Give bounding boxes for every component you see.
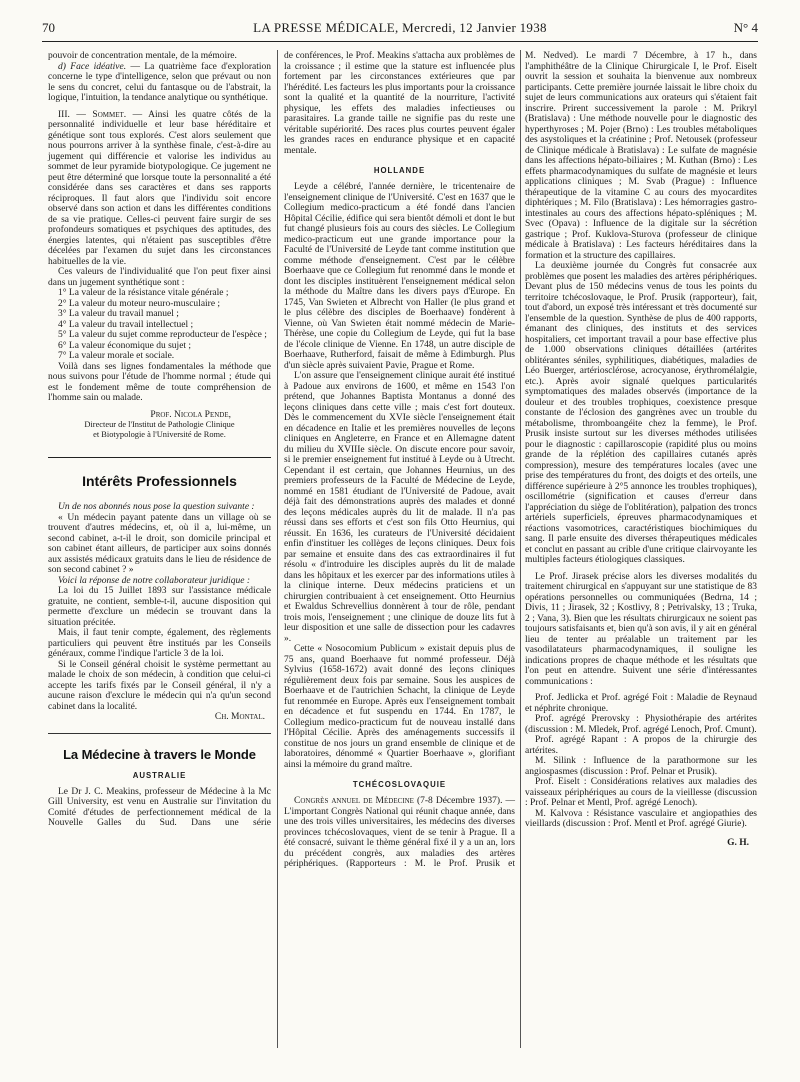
tchecoslovaquie-text-part-1 — [284, 796, 515, 870]
list-item: 7° La valeur morale et sociale. — [58, 351, 175, 361]
column-2 — [284, 51, 515, 870]
australie-text-part-1: Le Dr J. C. Meakins, professeur de Médecine à la Mc Gill University, est venu en Australie sur l'invitation du Comité d'études de perfectionnement médical de la Nouvelle Galles du Sud. Dans une série — [48, 786, 271, 828]
interets-paragraph: Si le Conseil général choisit le système permettant au malade le choix de son médecin, à condition que celui-ci accepte les tarifs fixés par le Conseil général, il n'y a aucune raison d'exclure le médecin qui n'a qu'un second cabinet dans la localité. — [48, 659, 271, 712]
section-rule — [48, 457, 271, 458]
communication-item: Prof. Eiselt : Considérations relatives aux maladies des vaisseaux périphériques au cours de la vieillesse (discussion : Prof. Pelnar et Mentl, Prof. agrégé Lenoch). — [525, 777, 757, 808]
list-item: 5° La valeur du sujet comme reproducteur de l'espèce ; — [58, 330, 267, 340]
hollande-paragraph: Cette « Nosocomium Publicum » existait depuis plus de 75 ans, quand Boerhaave fut nommé professeur. Déjà Sylvius (1658-1672) avait donné des leçons cliniques régulièrement deux fois par semaine. Sous les auspices de Boerhaave et de l'autrichien Schacht, la clinique de Leyde fut renommée en Europe. Après eux l'enseignement tombait en décadence et fut suspendu en 1744. En 1787, le Collegium medico-practicum fut de nouveau installé dans l'Hôpital Cécilie. Après des aménagements successifs il constitue de nos jours un grand ensemble de clinique et de laboratoires, dénommé « Quartier Boerhaave », glorifiant ainsi la mémoire du grand maître. — [284, 644, 515, 770]
face-label: d) Face idéative. — [58, 61, 127, 72]
communication-item: M. Kalvova : Résistance vasculaire et angiopathies des vieillards (discussion : Prof. Mentl et Prof. agrégé Giurie). — [525, 808, 757, 829]
interets-heading: Intérêts Professionnels — [82, 473, 237, 489]
communication-item: Prof. agrégé Rapant : A propos de la chirurgie des artérites. — [525, 735, 757, 756]
pende-affiliation-2: et Biotypologie à l'Université de Rome. — [93, 429, 226, 439]
column-1 — [48, 51, 271, 829]
list-item: 6° La valeur économique du sujet ; — [58, 340, 192, 351]
pende-author: Prof. Nicola Pende, — [150, 409, 231, 420]
australie-text-part-2: de conférences, le Prof. Meakins s'attacha aux problèmes de la croissance ; il estime que la stature est influencée plus fortement par les circonstances extérieures que par l'hérédité. Les facteurs les plus importants pour la croissance sont la qualité et la quantité de la nourriture, l'activité physique, les effets des maladies infectieuses ou parasitaires. La grande taille ne signifie pas du reste une véritable supériorité. Des races plus courtes peuvent égaler les grandes races en endurance physique et en capacité mentale. — [284, 51, 515, 156]
column-divider-2 — [520, 50, 521, 1048]
pende-continuation: pouvoir de concentration mentale, de la mémoire. — [48, 51, 237, 61]
tchecoslovaquie-paragraph: La deuxième journée du Congrès fut consacrée aux problèmes que posent les maladies des artères périphériques. Devant plus de 150 médecins venus de tous les points du territoire tchécoslovaque, le Prof. Prusik (rapporteur), fait, tout d'abord, un exposé très intéressant et très documenté sur l'ensemble de la question. Synthèse de plus de 400 rapports, émanant des cliniques, des instituts et des services hospitaliers, cet important travail a pour base effective plus de 1.000 observations cliniques détaillées (artérites oblitérantes séniles, syphilitiques, diabétiques, maladies de Léo Buerger, artériosclérose, acrocyanose, érythromélalgie, etc.). Après avoir signalé quelques particularités symptomatiques des malades observés (importance de la douleur et des troubles trophiques, coexistence presque constante de l'éclosion des gangrènes avec un trouble du métabolisme, thromboangéite chez la femme), le Prof. Prusik insiste surtout sur les diverses méthodes utilisées pour le diagnostic : capillaroscopie (rapidité plus ou moins grande de la réplétion des capillaires cutanés après compression), mesure des températures locales (avec une prise des températures du front, des doigts et des orteils, une différence supérieure à 2°5 annonce les troubles trophiques), oscillométrie (signification et causes d'erreur dans l'appréciation du siège de l'oblitération), palpation des troncs artériels superficiels, épreuves pharmacodynamiques et réactions vasomotrices, caractéristiques biochimiques du sang. Il parle ensuite des diverses thérapeutiques médicales et conclut en passant au crible d'une critique clairvoyante les multiples facteurs étiologiques classiques. — [525, 261, 757, 565]
interets-paragraph: La loi du 15 Juillet 1893 sur l'assistance médicale gratuite, ne contient, semble-t-il, aucune disposition qui permette d'exclure un médecin se trouvant dans la situation précitée. — [48, 586, 271, 628]
sommet-label: Sommet — [92, 109, 124, 120]
interets-signature: Ch. Montal. — [214, 712, 265, 722]
pende-affiliation-1: Directeur de l'Institut de Pathologie Clinique — [84, 420, 235, 429]
tchecoslovaquie-heading: TCHÉCOSLOVAQUIE — [352, 780, 447, 789]
pende-values-list — [48, 288, 271, 362]
column-3 — [525, 51, 757, 848]
interets-reply-intro: Voici la réponse de notre collaborateur juridique : — [58, 575, 250, 586]
monde-heading: La Médecine à travers le Monde — [63, 746, 256, 762]
sommet-text: . — Ainsi les quatre côtés de la personnalité individuelle et leur base héréditaire et génétique sont tous explorés. C'est alors seulement que nous pourrons arriver à la synthèse finale, c'est-à-dire au jugement qui différencie et valorise les individus au sommet de leur pyramide biotypologique. Ce jugement ne peut être déterminé que lorsque toute la personnalité a été considérée dans ses caractères et dans ses rapports réciproques. Il faut alors que l'individu soit encore observé dans son action et dans les différentes conditions de sa vie pratique. Celles-ci peuvent faire surgir de ses profondeurs somatiques et psychiques des aptitudes, des énergies latentes, qui n'étaient pas susceptibles d'être décelées par l'examen du sujet dans les circonstances habituelles de la vie. — [48, 109, 271, 267]
list-item: 1° La valeur de la résistance vitale générale ; — [58, 288, 229, 298]
interets-paragraph: Mais, il faut tenir compte, également, des règlements particuliers qui peuvent être institués par les Conseils généraux, comme l'indique l'article 3 de la loi. — [48, 628, 271, 659]
page-number: 70 — [42, 20, 55, 35]
sommet-num: III. — — [58, 109, 93, 120]
congres-label: Congrès annuel de Médecine — [294, 796, 414, 806]
list-item: 3° La valeur du travail manuel ; — [58, 309, 179, 319]
tchecoslovaquie-paragraph: Le Prof. Jirasek précise alors les diverses modalités du traitement chirurgical en s'appuyant sur une statistique de 83 opérations personnelles ou communiquées (Bedrna, 14 ; Divis, 11 ; Jirasek, 32 ; Kostlivy, 8 ; Petrivalsky, 13 ; Truka, 2 ; Vana, 3). Bien que les résultats chirurgicaux ne soient pas toujours satisfaisants et, bien qu'à son avis, il y ait en général lieu de tenter au préalable un traitement par les vasodilatateurs pharmacodynamiques, il souligne les indications propres de chaque méthode et les résultats que l'on peut en attendre. Suivent une série d'intéressantes communications : — [525, 571, 757, 687]
australie-heading: AUSTRALIE — [132, 770, 187, 780]
hollande-heading: HOLLANDE — [373, 166, 426, 175]
list-item: 4° La valeur du travail intellectuel ; — [58, 319, 194, 330]
interets-question: « Un médecin payant patente dans un village où se trouvent d'autres médecins, et, où il a, lui-même, un second cabinet, a-t-il le droit, son domicile principal et son cabinet étant ailleurs, de participer aux soins donnés aux assistés médicaux gratuits dans le lieu de résidence de son second cabinet ? » — [48, 512, 271, 575]
communication-item: M. Silink : Influence de la parathormone sur les angiospasmes (discussion : Prof. Pelnar et Prusik). — [525, 756, 757, 777]
issue-number: N° 4 — [733, 20, 758, 35]
tchecoslovaquie-signature: G. H. — [727, 837, 749, 848]
section-rule — [48, 733, 271, 734]
pende-conclusion: Voilà dans ses lignes fondamentales la méthode que nous suivons pour l'étude de l'homme normal ; étude qui est le fondement même de toute compréhension de l'homme sain ou malade. — [48, 361, 271, 403]
header-rule — [42, 41, 758, 42]
interets-question-intro: Un de nos abonnés nous pose la question suivante : — [58, 502, 255, 512]
communication-item: Prof. Jedlicka et Prof. agrégé Foit : Maladie de Reynaud et néphrite chronique. — [525, 693, 757, 714]
congres-text: (7-8 Décembre 1937). — L'important Congrès National qui réunit chaque année, dans une des trois villes universitaires, les médecins des diverses provinces tchécoslovaques, vient de se tenir à Prague. Il a été consacré, suivant le thème général fixé il y a un an, lors du précédent congrès, aux maladies des artères périphériques. (Rapporteurs : M. le Prof. Prusik et — [284, 796, 515, 869]
tchecoslovaquie-text-part-2: M. Nedved). Le mardi 7 Décembre, à 17 h., dans l'amphithéâtre de la Clinique Chirurgicale I, le Prof. Eiselt ouvrit la session et souhaita la bienvenue aux nombreux participants. Cette première journée laissait le libre choix du sujet de leurs communications aux orateurs qui s'étaient fait inscrire. Prirent successivement la parole : M. Prikryl (Bratislava) : Une méthode nouvelle pour le diagnostic des hyperthyroses ; M. Pojer (Brno) : Les troubles métaboliques des asystoliques et la créatinine ; Prof. Netousek (professeur de Clinique médicale à Bratislava) : Le sulfate de magnésie dans les affections hépato-biliaires ; M. Kuthan (Brno) : Les effets pharmacodynamiques du sulfate de magnésie et leurs applications cliniques ; M. Svab (Prague) : Influence thérapeutique de la vitamine C au cours des myocardites diphtériques ; M. Filo (Bratislava) : Les hémorragies gastro-intestinales au cours des affections hépato-spléniques ; M. Svec (Opava) : Influence de la digitale sur la sécrétion gastrique ; Prof. Kuklova-Sturova (professeur de clinique médicale à Bratislava) : Les facteurs héréditaires dans la formation et la structure des capillaires. — [525, 51, 757, 261]
face-text: — La quatrième face d'exploration concerne le type d'intelligence, selon que prévaut ou non le sens du concret, celui du fantasque ou de l'abstrait, la logique, l'intuition, la tendance analytique ou synthétique. — [48, 61, 271, 103]
hollande-paragraph: Leyde a célébré, l'année dernière, le tricentenaire de l'enseignement clinique de l'Université. C'est en 1637 que le Collegium medico-practicum a été fondé dans l'ancien Hôpital Cécilie, édifice qui sera bientôt démoli et dont le but fut changé plusieurs fois au cours des siècles. Le Collegium medico-practicum eut une grande importance pour la Faculté de l'Université de Leyde tant comme institution que comme méthode d'enseignement. C'est par le célèbre Boerhaave que ce Collegium fut renommé dans le monde et dont les disciples instituèrent l'enseignement médical selon la méthode du Maître dans les divers pays d'Europe. En 1745, Van Swieten et Albrecht von Haller (le plus grand et le plus célèbre des disciples de Boerhaave) fondèrent à Vienne, où Van Swieten était nommé médecin de Marie-Thérèse, une copie du Collegium de Leyde, qui fut la base de l'école clinique de Vienne. En 1748, un autre disciple de Boerhaave, Rutherford, faisait de même à Edimburgh. Plus d'un siècle après suivaient Pavie, Prague et Rome. — [284, 182, 515, 371]
communication-item: Prof. agrégé Prerovsky : Physiothérapie des artérites (discussion : M. Mledek, Prof. agrégé Lenoch, Prof. Cmunt). — [525, 714, 757, 735]
pende-values-intro: Ces valeurs de l'individualité que l'on peut fixer ainsi dans un jugement synthétique sont : — [48, 267, 271, 288]
list-item: 2° La valeur du moteur neuro-musculaire ; — [58, 298, 221, 309]
pende-face-ideative — [48, 62, 271, 104]
masthead-title: LA PRESSE MÉDICALE, Mercredi, 12 Janvier 1938 — [253, 20, 547, 35]
pende-sommet — [48, 110, 271, 268]
hollande-paragraph: L'on assure que l'enseignement clinique aurait été institué à Padoue aux environs de 1600, et même en 1543 l'on prétend, que Johannes Baptista Montanus a donné des leçons cliniques dans cette ville ; mais c'est fort douteux. Dès le commencement du XVIe siècle l'enseignement était en décadence en Italie et les premières nouvelles de leçons cliniques en Angleterre, en France et en Allemagne datent du milieu du XVIIIe siècle. On discute encore pour savoir, si le premier enseignement fut institué à Leyde ou à Utrecht. Cependant il est certain, que Johannes Heurnius, un des premiers professeurs de la Faculté de Médecine de Leyde, nommé en 1581 étudiant de l'Université de Padoue, avait déjà fait des démonstrations auprès des malades et donné des leçons médicales auprès du lit de malade. Il n'a pas réussi dans ses efforts et c'est son fils Otto Heurnius, qui réussit. En 1636, les curateurs de l'Université décidaient enfin d'instituer les collèges de leçons cliniques. Deux fois par semaine et ensuite dans des cas extraordinaires il fut résolu « d'introduire les disciples auprès du lit de malade dans les hôpitaux et les exercer par des informations utiles à la clinique interne. Deux médecins praticiens et un chirurgien contribuaient à cet enseignement. Otto Heurnius et Ewaldus Schrevellius donnèrent à tour de rôle, pendant trois mois, l'enseignement ; une clinique de douze lits fut à leur disposition et une salle de dissection pour les cadavres ». — [284, 371, 515, 644]
column-divider-1 — [277, 50, 278, 1048]
